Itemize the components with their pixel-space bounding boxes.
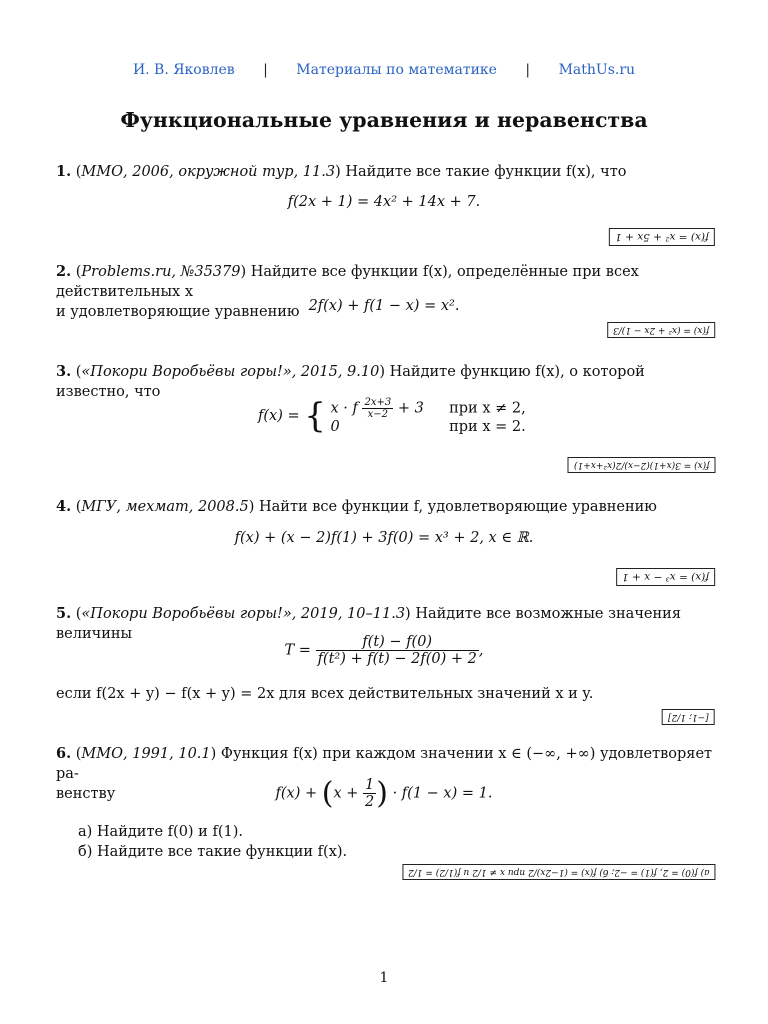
problem-text: Найдите все возможные значения величины [56,606,681,642]
problem-source: ММО, 1991, 10.1 [81,746,211,762]
problem-source: «Покори Воробьёвы горы!», 2019, 10–11.3 [81,606,406,622]
problem-1: 1. (ММО, 2006, окружной тур, 11.3) Найдите все такие функции f(x), что [56,163,627,180]
materials-link[interactable]: Материалы по математике [296,62,497,78]
page-title: Функциональные уравнения и неравенства [120,108,648,132]
fraction-denominator: f(t²) + f(t) − 2f(0) + 2 [317,651,477,667]
problem-text: Найдите все такие функции f(x), что [345,164,627,180]
problem-text: Найдите функцию f(x), о которой известно, что [56,364,645,400]
problem-2: 2. (Problems.ru, №35379) Найдите все функции f(x), определённые при всех действительных x и удовлетворяющие уравнению [56,263,639,320]
formula-part: · f(1 − x) = 1. [392,785,493,802]
author-link[interactable]: И. В. Яковлев [132,62,235,78]
problem-formula: f(x) + (x − 2)f(1) + 3f(0) = x³ + 2, x ∈ ℝ. [234,530,534,546]
header-separator: | [263,62,268,78]
formula-lhs: f(x) = [258,408,300,424]
problem-number: 5. [56,605,72,622]
answer-box: f(x) = x³ − x + 1 [616,568,715,586]
problem-formula: f(x) + (x + $\frac{1}{2}$ ) · f(1 − x) = 1. [275,776,493,811]
answer-box: f(x) = 3(x+1)(2−x)/2(x²+x+1) [568,457,716,473]
problem-text: венству [56,786,116,802]
formula-part: x + [333,785,359,802]
answer-box: а) f(0) = 2, f(1) = −2; б) f(x) = (1−2x)/2 при x ≠ 1/2 и f(1/2) = 1/2 [402,864,715,880]
problem-source: ММО, 2006, окружной тур, 11.3 [81,164,336,180]
problem-number: 3. [56,363,72,380]
problem-text: и удовлетворяющие уравнению [56,304,300,320]
problem-number: 1. [56,163,72,180]
problem-text: Найдите все функции f(x), определённые при всех действительных x [56,264,639,300]
formula-part: f(x) + [275,785,318,802]
case-condition: при x = 2. [449,419,526,435]
answer-box: f(x) = x² + 5x + 1 [609,228,715,246]
fraction-numerator: f(t) − f(0) [316,634,479,651]
problem-5: 5. («Покори Воробьёвы горы!», 2019, 10–11.3) Найдите все возможные значения величины [56,605,681,642]
formula-lhs: T = [284,642,311,659]
problem-part-b: б) Найдите все такие функции f(x). [78,844,348,860]
page-number: 1 [379,970,389,986]
problem-number: 4. [56,498,72,515]
problem-3: 3. («Покори Воробьёвы горы!», 2015, 9.10) Найдите функцию f(x), о которой известно, что [56,363,645,400]
problem-text: Функция f(x) при каждом значении x ∈ (−∞, +∞) удовлетворяет ра- [56,746,713,782]
fraction-formula: T = $\frac{f(t) - f(0)}{\text{f(t²) + f(t) − 2f(0) + 2}}$ , [284,634,484,667]
problem-part-a: а) Найдите f(0) и f(1). [78,824,243,840]
problem-text: если f(2x + y) − f(x + y) = 2x для всех действительных значений x и y. [56,686,594,702]
problem-formula: f(2x + 1) = 4x² + 14x + 7. [287,194,481,210]
case-condition: при x ≠ 2, [449,400,526,417]
page-header [0,62,768,78]
problem-source: «Покори Воробьёвы горы!», 2015, 9.10 [81,364,380,380]
piecewise-formula [258,396,526,436]
problem-number: 2. [56,263,72,280]
problem-source: Problems.ru, №35379 [81,264,241,280]
problem-text: Найти все функции f, удовлетворяющие уравнению [259,499,657,515]
fraction-denominator: x−2 [367,409,389,420]
site-link[interactable]: MathUs.ru [558,62,636,78]
cases: x · f $\frac{2x+3}{x-2}$ + 3 при x ≠ 2, 0 при x = 2. [330,397,526,435]
case-value: 0 [330,419,340,435]
problem-4: 4. (МГУ, мехмат, 2008.5) Найти все функции f, удовлетворяющие уравнению [56,498,657,515]
problem-6: 6. (ММО, 1991, 10.1) Функция f(x) при каждом значении x ∈ (−∞, +∞) удовлетворяет ра- венству [56,745,713,802]
brace: { [304,396,326,436]
fraction-numerator: 2x+3 [364,397,392,408]
fraction-denominator: 2 [365,794,375,810]
problem-number: 6. [56,745,72,762]
answer-box: [−1; 1/2] [662,709,715,725]
header-separator: | [525,62,531,78]
problem-formula: 2f(x) + f(1 − x) = x². [308,298,460,314]
problem-source: МГУ, мехмат, 2008.5 [81,499,249,515]
fraction-numerator: 1 [365,777,375,793]
answer-box: f(x) = (x² + 2x − 1)/3 [607,322,715,338]
